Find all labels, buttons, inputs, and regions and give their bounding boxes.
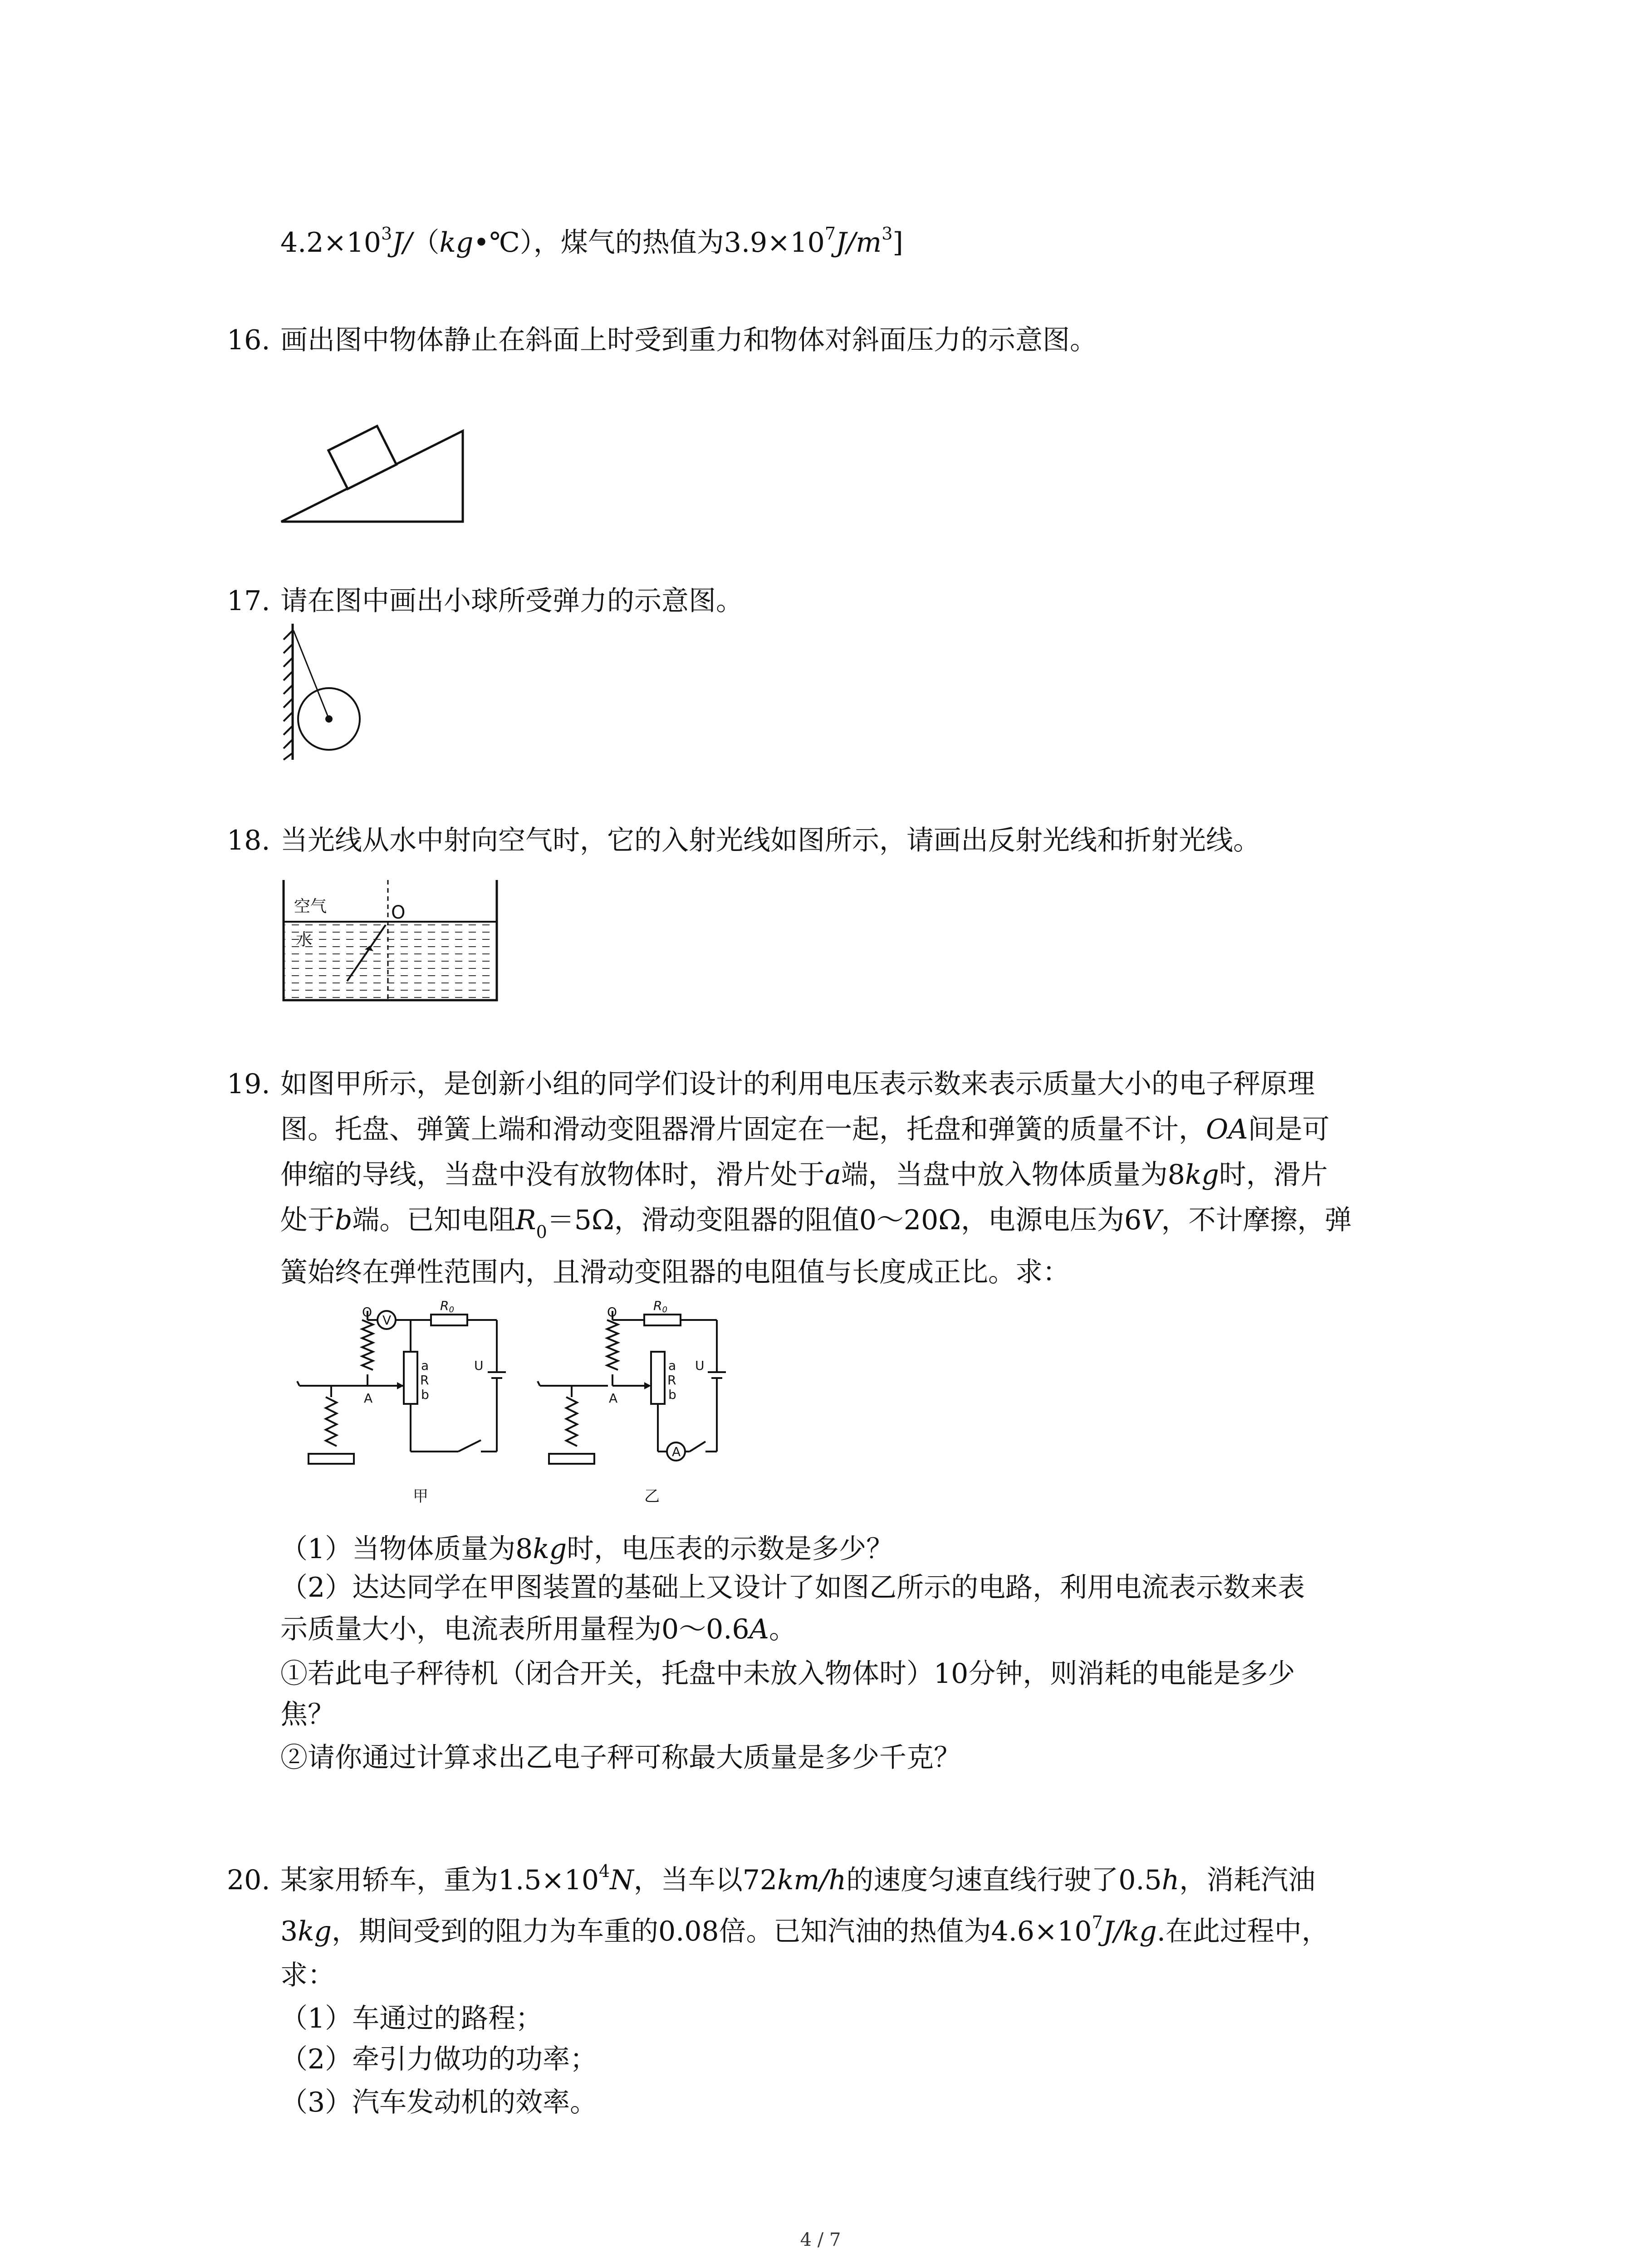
spring-yi-left (566, 1397, 577, 1446)
q20-part-2: （2）牵引力做功的功率； (280, 2043, 598, 2075)
label-v-jia: V (382, 1313, 392, 1328)
label-sa-yi: a (668, 1358, 676, 1373)
label-r0-yi: R0 (653, 1298, 667, 1315)
spring-yi-top (607, 1320, 618, 1370)
q20-line-2: 3kg，期间受到的阻力为车重的0.08倍。已知汽油的热值为$4.6\times 10^7J/kg$.在此过程中， (280, 1912, 1329, 1947)
label-o-jia: O (362, 1305, 372, 1320)
label-r-jia: R (420, 1373, 429, 1388)
q19-number: 19. (227, 1068, 270, 1100)
spring-jia-left (326, 1397, 337, 1446)
base-jia (309, 1454, 354, 1464)
q19-part-4: ②请你通过计算求出乙电子秤可称最大质量是多少千克？ (280, 1742, 961, 1774)
label-fig-yi: 乙 (644, 1487, 660, 1505)
q16-text: 画出图中物体静止在斜面上时受到重力和物体对斜面压力的示意图。 (280, 324, 1097, 356)
q19-line-5: 簧始终在弹性范围内，且滑动变阻器的电阻值与长度成正比。求： (280, 1256, 1070, 1288)
q19-part-2a: （2）达达同学在甲图装置的基础上又设计了如图乙所示的电路，利用电流表示数来表 (280, 1572, 1305, 1603)
wall-hatch (284, 631, 293, 760)
q20-part-1: （1）车通过的路程； (280, 2003, 543, 2034)
q20-number: 20. (227, 1864, 270, 1896)
spring-jia-top (362, 1320, 373, 1370)
q17-number: 17. (227, 585, 270, 617)
q19-part-3a: ①若此电子秤待机（闭合开关，托盘中未放入物体时）10分钟，则消耗的电能是多少 (280, 1658, 1295, 1690)
label-sb-yi: b (668, 1387, 676, 1402)
label-ammeter-yi: A (672, 1444, 681, 1459)
label-a-jia: A (364, 1391, 373, 1406)
q19-line-1: 如图甲所示，是创新小组的同学们设计的利用电压表示数来表示质量大小的电子秤原理 (280, 1068, 1315, 1100)
q19-line-4: 处于b端。已知电阻$R_0=5\Omega$，滑动变阻器的阻值0～20Ω，电源电压为6V，不计摩擦，弹 (280, 1204, 1352, 1242)
ball-center-dot (325, 715, 333, 723)
q20-part-3: （3）汽车发动机的效率。 (280, 2087, 598, 2118)
circuit-yi (538, 1311, 726, 1464)
block-on-incline (328, 426, 397, 489)
label-a-yi: A (609, 1391, 618, 1406)
label-point-o: O (391, 902, 406, 923)
q16-number: 16. (227, 324, 270, 356)
rheostat-jia (404, 1352, 417, 1404)
r0-jia (431, 1315, 467, 1325)
q15-constants-line: $4.2\times 10^3J/(kg•℃)$，煤气的热值为$3.9\times 10^7J/m^3$] (280, 224, 903, 259)
label-u-yi: U (695, 1358, 705, 1373)
q18-number: 18. (227, 825, 270, 856)
page-number: 4 / 7 (800, 2229, 841, 2250)
light-refraction-diagram (277, 878, 504, 1005)
q19-part-2b: 示质量大小，电流表所用量程为0～0.6A。 (280, 1613, 796, 1645)
q19-line-3: 伸缩的导线，当盘中没有放物体时，滑片处于a端，当盘中放入物体质量为8kg时，滑片 (280, 1159, 1328, 1191)
label-air: 空气 (294, 897, 327, 916)
base-yi (549, 1454, 594, 1464)
label-sb-jia: b (421, 1387, 429, 1402)
q20-line-3: 求： (280, 1960, 335, 1991)
q20-line-1: 某家用轿车，重为$1.5\times 10^4N$，当车以72km/h的速度匀速直线行驶了0.5h，消耗汽油 (280, 1861, 1316, 1896)
label-r-yi: R (667, 1373, 676, 1388)
label-o-yi: O (607, 1305, 617, 1320)
label-sa-jia: a (421, 1358, 429, 1373)
slider-arrow-jia (397, 1382, 404, 1389)
q19-part-3b: 焦？ (280, 1699, 335, 1730)
rheostat-yi (651, 1352, 665, 1404)
r0-yi (644, 1315, 681, 1325)
water-region (285, 922, 495, 999)
string (294, 631, 329, 719)
switch-yi (690, 1442, 705, 1452)
q17-text: 请在图中画出小球所受弹力的示意图。 (280, 585, 743, 617)
circuit-jia (297, 1311, 506, 1464)
circuit-diagrams (281, 1298, 780, 1506)
q18-text: 当光线从水中射向空气时，它的入射光线如图所示，请画出反射光线和折射光线。 (280, 825, 1260, 856)
q19-part-1: （1）当物体质量为8kg时，电压表的示数是多少？ (280, 1533, 894, 1565)
label-water: 水 (296, 930, 313, 949)
label-u-jia: U (474, 1358, 484, 1373)
incline-diagram (272, 408, 481, 535)
hanging-ball-diagram (265, 621, 370, 762)
switch-jia (458, 1440, 481, 1452)
slider-arrow-yi (644, 1382, 651, 1389)
label-r0-jia: R0 (440, 1298, 454, 1315)
label-fig-jia: 甲 (413, 1487, 428, 1505)
q19-line-2: 图。托盘、弹簧上端和滑动变阻器滑片固定在一起，托盘和弹簧的质量不计，OA间是可 (280, 1114, 1330, 1145)
